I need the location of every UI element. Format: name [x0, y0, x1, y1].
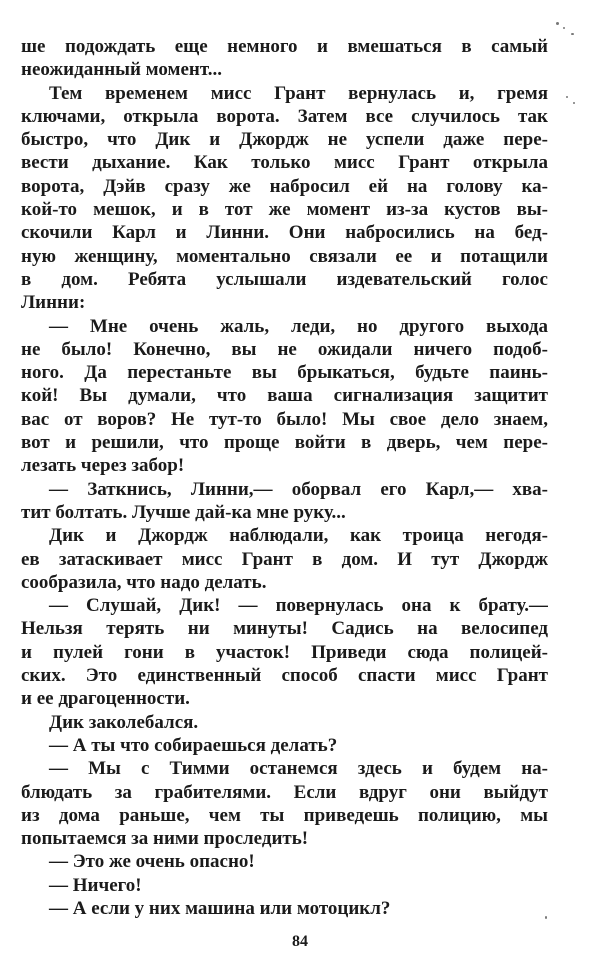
text-line: ше подождать еще немного и вмешаться в самый [21, 36, 548, 57]
text-line: Нельзя терять ни минуты! Садись на велосипед [21, 618, 548, 640]
text-line: и пулей гони в участок! Приведи сюда полицей- [21, 641, 548, 663]
text-line: — Это же очень опасно! [49, 851, 255, 873]
text-line: ную женщину, моментально связали ее и потащили [21, 245, 548, 267]
text-line: Линни: [21, 292, 86, 314]
text-line: блюдать за грабителями. Если вдруг они выйдут [21, 781, 548, 803]
text-line: из дома раньше, чем ты приведешь полицию, мы [21, 804, 548, 826]
text-line: вот и решили, что проще войти в дверь, чем пере- [21, 432, 548, 454]
text-line: ев затаскивает мисс Грант в дом. И тут Джордж [21, 548, 548, 570]
text-line: и ее драгоценности. [21, 688, 190, 710]
scan-speck [563, 27, 565, 29]
text-line: — Заткнись, Линни,— оборвал его Карл,— хва- [49, 478, 548, 500]
scan-speck [573, 102, 575, 104]
text-line: Дик заколебался. [49, 711, 199, 733]
scan-speck [571, 33, 574, 35]
text-line: — Слушай, Дик! — повернулась она к брату.— [49, 595, 548, 617]
page-body-text [21, 35, 548, 920]
text-line: ключами, открыла ворота. Затем все случилось так [21, 105, 548, 127]
text-line: скочили Карл и Линни. Они набросились на бед- [21, 222, 548, 244]
text-line: неожиданный момент... [21, 59, 222, 81]
text-line: в дом. Ребята услышали издевательский голос [21, 268, 548, 290]
text-line: — Ничего! [49, 874, 142, 896]
scan-speck [556, 22, 559, 25]
text-line: ских. Это единственный способ спасти мисс Грант [21, 665, 548, 687]
text-line: ного. Да перестаньте вы брыкаться, будьте паинь- [21, 362, 548, 384]
text-line: ворота, Дэйв сразу же набросил ей на голову ка- [21, 175, 548, 197]
text-line: сообразила, что надо делать. [21, 571, 267, 593]
text-line: кой! Вы думали, что ваша сигнализация защитит [21, 385, 548, 407]
text-line: Тем временем мисс Грант вернулась и, гремя [49, 82, 548, 104]
text-line: кой-то мешок, и в тот же момент из-за кустов вы- [21, 199, 548, 221]
text-line: — А если у них машина или мотоцикл? [49, 897, 391, 919]
text-line: лезать через забор! [21, 455, 185, 477]
text-line: попытаемся за ними проследить! [21, 828, 309, 850]
page-number: 84 [292, 933, 308, 950]
text-line: тит болтать. Лучше дай-ка мне руку... [21, 501, 346, 523]
text-line: быстро, что Дик и Джордж не успели даже пере- [21, 129, 548, 151]
text-line: Дик и Джордж наблюдали, как троица негодя- [49, 525, 548, 547]
text-line: вас от воров? Не тут-то было! Мы свое дело знаем, [21, 408, 548, 430]
text-line: — Мы с Тимми останемся здесь и будем на- [49, 758, 548, 780]
text-line: вести дыхание. Как только мисс Грант открыла [21, 152, 548, 174]
text-line: — А ты что собираешься делать? [49, 734, 338, 756]
text-line: — Мне очень жаль, леди, но другого выхода [49, 315, 548, 337]
text-line: не было! Конечно, вы не ожидали ничего подоб- [21, 338, 548, 360]
scan-speck [566, 96, 568, 98]
scan-speck [545, 916, 547, 919]
